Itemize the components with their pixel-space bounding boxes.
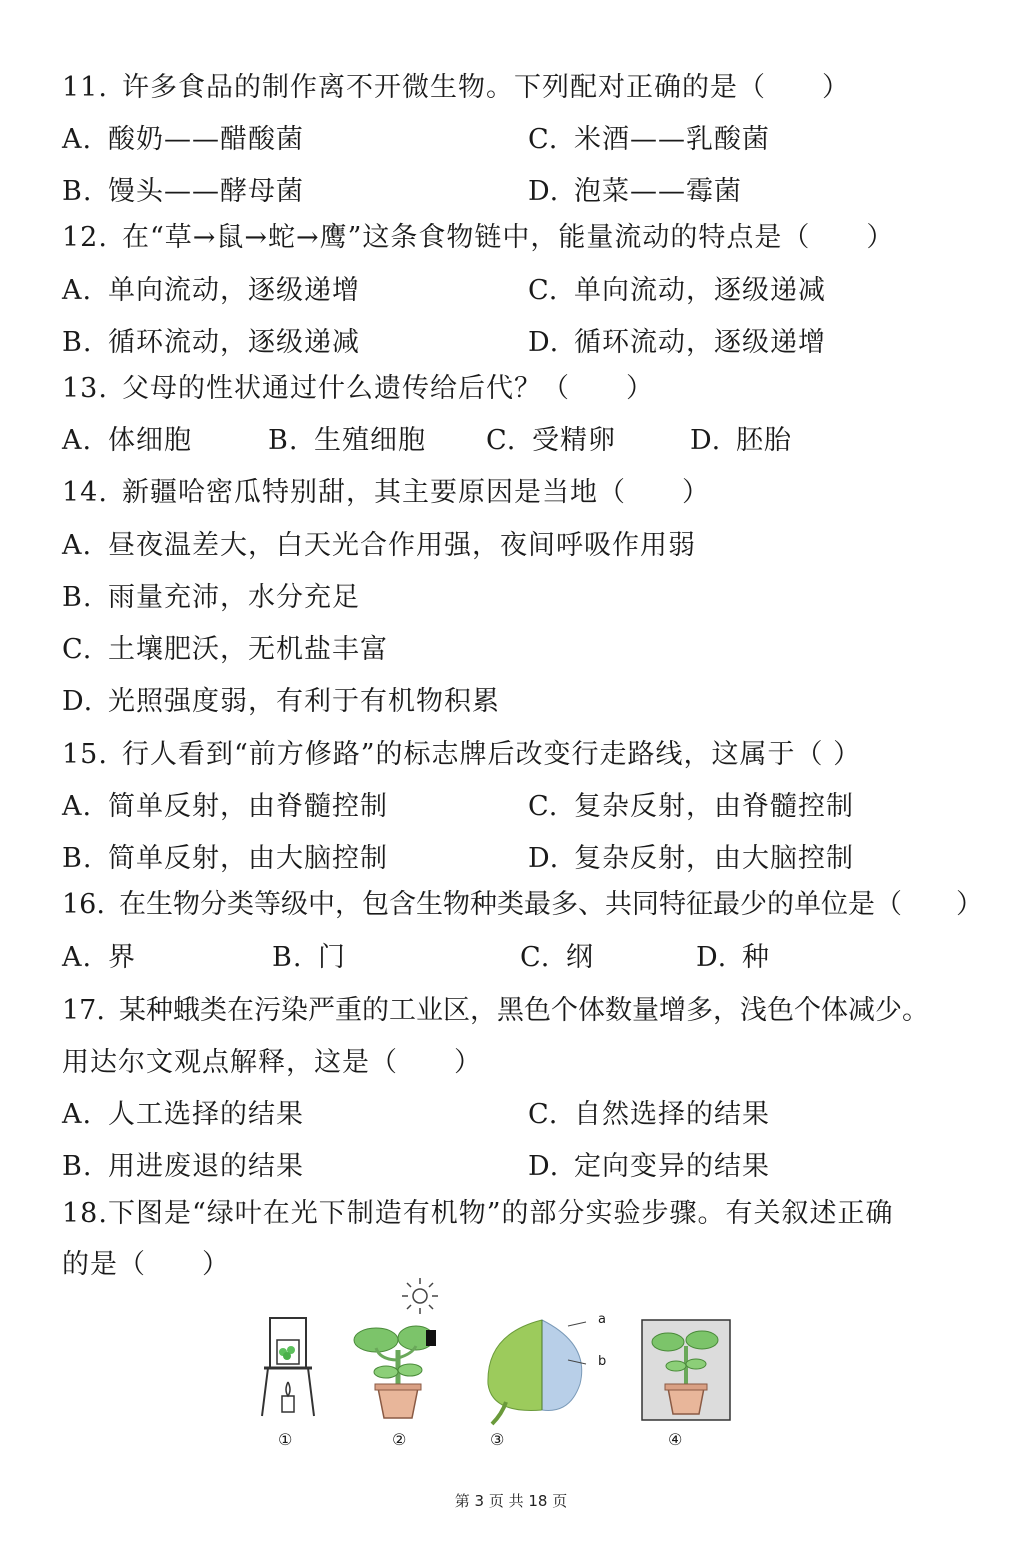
question-16-option-d: D. 种 [696, 942, 770, 973]
potted-plant-dark-box-icon [640, 1318, 732, 1422]
question-18-stem: 18.下图是“绿叶在光下制造有机物”的部分实验步骤。有关叙述正确 [62, 1198, 894, 1229]
question-15-option-a: A. 简单反射，由脊髓控制 [62, 791, 388, 822]
leaf-icon [482, 1314, 592, 1426]
question-13-option-b: B. 生殖细胞 [268, 425, 426, 456]
question-14-stem: 14. 新疆哈密瓜特别甜，其主要原因是当地（ ） [62, 477, 710, 508]
question-11-option-a: A. 酸奶——醋酸菌 [62, 124, 304, 155]
question-17-option-b: B. 用进废退的结果 [62, 1151, 304, 1182]
question-16-option-b: B. 门 [272, 942, 346, 973]
figure-caption-4: ④ [668, 1430, 683, 1449]
question-11-stem: 11. 许多食品的制作离不开微生物。下列配对正确的是（ ） [62, 72, 850, 103]
leaf-label-b: b [598, 1354, 607, 1369]
figure-caption-3: ③ [490, 1430, 505, 1449]
question-16-option-a: A. 界 [62, 942, 136, 973]
question-12-stem: 12. 在“草→鼠→蛇→鹰”这条食物链中，能量流动的特点是（ ） [62, 222, 895, 253]
figure-caption-1: ① [278, 1430, 293, 1449]
question-17-stem-continued: 用达尔文观点解释，这是（ ） [62, 1047, 482, 1078]
question-15-option-c: C. 复杂反射，由脊髓控制 [528, 791, 854, 822]
question-17-option-c: C. 自然选择的结果 [528, 1099, 770, 1130]
question-16-stem: 16. 在生物分类等级中，包含生物种类最多、共同特征最少的单位是（ ） [62, 889, 983, 920]
question-13-stem: 13. 父母的性状通过什么遗传给后代？（ ） [62, 373, 654, 404]
question-13-option-c: C. 受精卵 [486, 425, 616, 456]
question-11-option-b: B. 馒头——酵母菌 [62, 176, 304, 207]
question-17-option-a: A. 人工选择的结果 [62, 1099, 304, 1130]
water-bath-apparatus-icon [258, 1316, 318, 1420]
question-17-option-d: D. 定向变异的结果 [528, 1151, 770, 1182]
question-14-option-a: A. 昼夜温差大，白天光合作用强，夜间呼吸作用弱 [62, 530, 696, 561]
question-15-option-b: B. 简单反射，由大脑控制 [62, 843, 388, 874]
sun-icon [400, 1276, 440, 1316]
question-11-option-d: D. 泡菜——霉菌 [528, 176, 742, 207]
potted-plant-covered-leaf-icon [350, 1320, 446, 1420]
question-14-option-d: D. 光照强度弱，有利于有机物积累 [62, 686, 500, 717]
question-16-option-c: C. 纲 [520, 942, 594, 973]
question-17-stem: 17. 某种蛾类在污染严重的工业区，黑色个体数量增多，浅色个体减少。 [62, 995, 929, 1026]
question-15-stem: 15. 行人看到“前方修路”的标志牌后改变行走路线，这属于（ ） [62, 739, 862, 770]
question-14-option-b: B. 雨量充沛，水分充足 [62, 582, 360, 613]
question-12-option-b: B. 循环流动，逐级递减 [62, 327, 360, 358]
question-18-stem-continued: 的是（ ） [62, 1249, 230, 1280]
question-13-option-a: A. 体细胞 [62, 425, 192, 456]
question-14-option-c: C. 土壤肥沃，无机盐丰富 [62, 634, 388, 665]
experiment-figure [250, 1270, 750, 1460]
page-footer: 第 3 页 共 18 页 [454, 1492, 568, 1510]
question-12-option-d: D. 循环流动，逐级递增 [528, 327, 826, 358]
question-13-option-d: D. 胚胎 [690, 425, 792, 456]
question-11-option-c: C. 米酒——乳酸菌 [528, 124, 770, 155]
leaf-label-a: a [598, 1312, 606, 1327]
figure-caption-2: ② [392, 1430, 407, 1449]
question-12-option-c: C. 单向流动，逐级递减 [528, 275, 826, 306]
question-12-option-a: A. 单向流动，逐级递增 [62, 275, 360, 306]
question-15-option-d: D. 复杂反射，由大脑控制 [528, 843, 854, 874]
